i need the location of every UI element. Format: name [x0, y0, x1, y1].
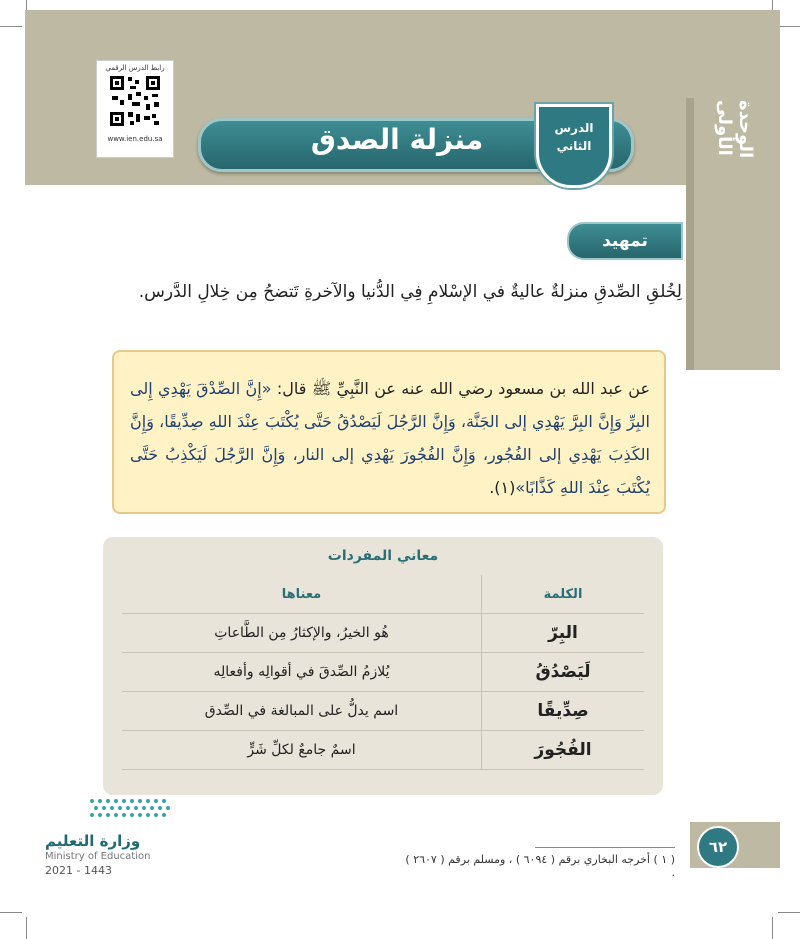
table-row	[122, 653, 644, 692]
hadith-text	[130, 372, 650, 504]
page-number: ٦٢	[697, 826, 739, 868]
vocab-word: البِرّ	[482, 614, 645, 653]
crop-mark	[26, 917, 27, 939]
vocab-word: الفُجُورَ	[482, 731, 645, 770]
crop-mark	[778, 912, 800, 913]
qr-url[interactable]: www.ien.edu.sa	[107, 135, 163, 143]
crop-mark	[772, 917, 773, 939]
hadith-body: «إِنَّ الصِّدْقَ يَهْدِي إِلى البِرِّ وَإِنَّ البِرَّ يَهْدِي إلى الجَنَّة، وَإِنَّ الرَّجُلَ لَيَصْدُقُ حَتَّى يُكْتَبَ عِنْدَ اللهِ صِدِّيقًا، وَإِنَّ الكَذِبَ يَهْدِي إلى الفُجُور، وَإِنَّ الفُجُورَ يَهْدِي إلى النار، وَإِنَّ الرَّجُلَ لَيَكْذِبُ حَتَّى يُكْتَبَ عِنْدَ اللهِ كَذَّابًا»	[130, 379, 650, 497]
table-row	[122, 692, 644, 731]
vocab-meaning: يُلازمُ الصِّدقَ في أقوالِه وأفعالِه	[122, 653, 482, 692]
vocab-table	[122, 575, 644, 770]
lesson-title: منزلة الصدق	[310, 123, 484, 156]
vocab-meaning: هُو الخيرُ، والإكثارُ مِن الطَّاعاتِ	[122, 614, 482, 653]
vocab-meaning: اسم يدلُّ على المبالغة في الصِّدق	[122, 692, 482, 731]
footnote-divider	[535, 847, 675, 848]
qr-label: رابط الدرس الرقمي	[105, 64, 165, 72]
table-row	[122, 731, 644, 770]
ministry-name-english: Ministry of Education	[45, 851, 151, 862]
lesson-badge-line2: الثاني	[556, 139, 592, 153]
qr-link-box[interactable]	[96, 60, 174, 158]
footnote: ( ١ ) أخرجه البخاري برقم ( ٦٠٩٤ ) ، ومسلم برقم ( ٢٦٠٧ ) .	[405, 853, 675, 879]
vocab-header-row	[122, 575, 644, 614]
academic-year: 2021 - 1443	[45, 864, 112, 877]
vocab-word: صِدِّيقًا	[482, 692, 645, 731]
vocab-title: معاني المفردات	[327, 548, 439, 564]
qr-code-icon	[108, 74, 162, 128]
intro-text: لِخُلقِ الصِّدقِ منزلةٌ عاليةٌ في الإسْلامِ فِي الدُّنيا والآخرةِ تَتضحُ مِن خِلالِ الدَّرس.	[138, 282, 682, 302]
column-header-word: الكلمة	[482, 575, 645, 614]
lesson-number-badge	[536, 104, 612, 188]
hadith-footnote-ref: (١).	[489, 478, 516, 497]
table-row	[122, 614, 644, 653]
intro-section-tab: تمهيد	[567, 222, 683, 260]
unit-title: الوحدة الأولى	[714, 100, 756, 159]
ministry-logo-dots-icon	[86, 795, 176, 825]
crop-mark	[0, 26, 22, 27]
vocab-word: لَيَصْدُقُ	[482, 653, 645, 692]
crop-mark	[0, 912, 22, 913]
crop-mark	[778, 26, 800, 27]
lesson-badge-line1: الدرس	[554, 121, 594, 135]
vocab-meaning: اسمٌ جامعٌ لكلِّ شَرٍّ	[122, 731, 482, 770]
column-header-meaning: معناها	[122, 575, 482, 614]
hadith-narration: عن عبد الله بن مسعود رضي الله عنه عن النَّبِيِّ ﷺ قال:	[271, 379, 651, 398]
ministry-name-arabic: وزارة التعليم	[45, 832, 141, 850]
